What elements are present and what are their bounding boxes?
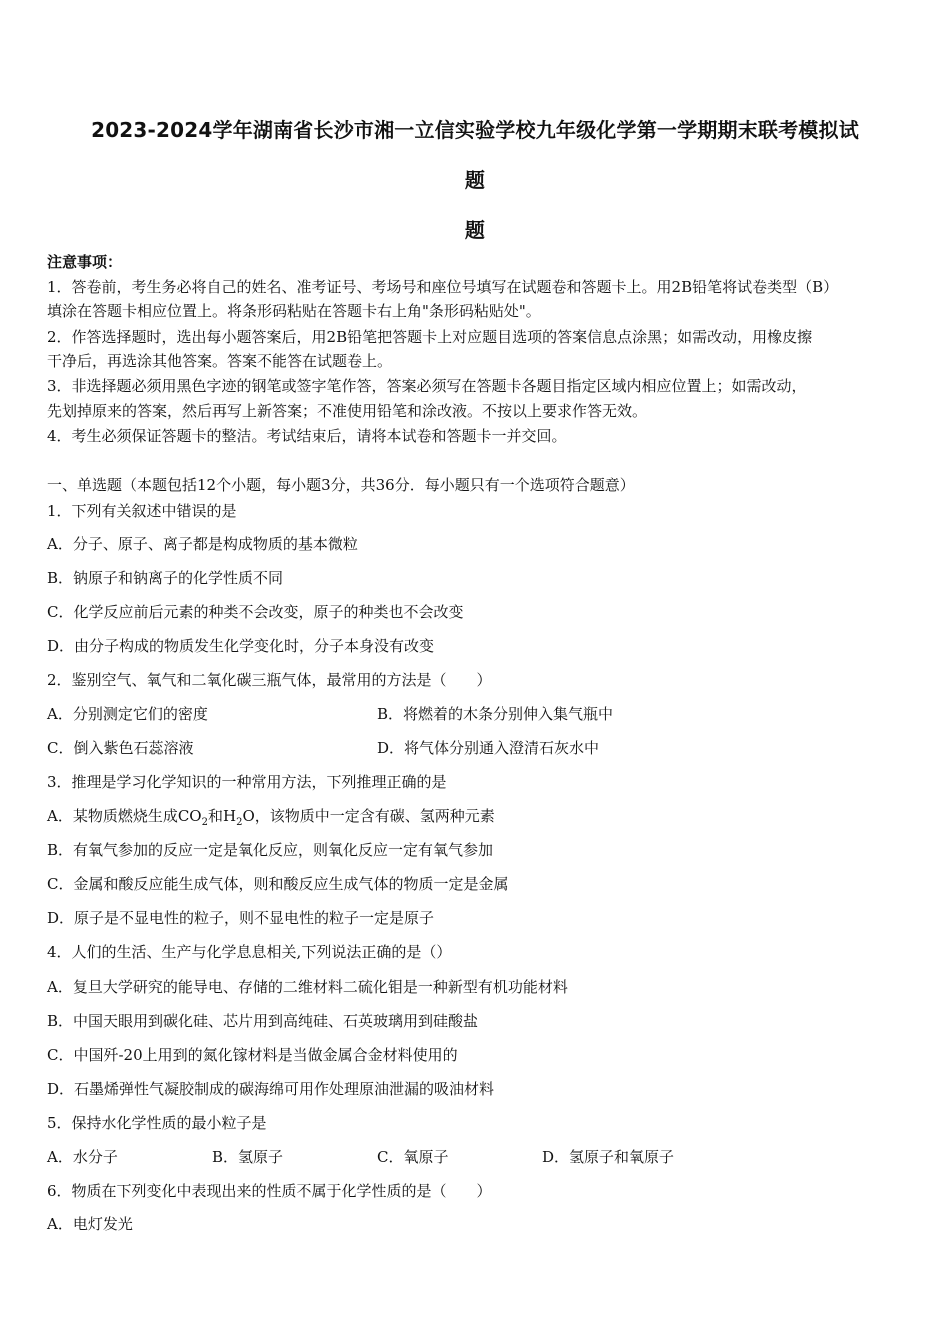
notice-line: 干净后，再选涂其他答案。答案不能答在试题卷上。 bbox=[47, 352, 393, 370]
exam-title-line-3: 题 bbox=[464, 218, 486, 242]
notice-line: 先划掉原来的答案，然后再写上新答案；不准使用铅笔和涂改液。不按以上要求作答无效。 bbox=[47, 402, 648, 420]
option-text: A．某物质燃烧生成CO bbox=[47, 807, 202, 825]
notice-line: 填涂在答题卡相应位置上。将条形码粘贴在答题卡右上角"条形码粘贴处"。 bbox=[47, 302, 541, 320]
notice-line: 2．作答选择题时，选出每小题答案后，用2B铅笔把答题卡上对应题目选项的答案信息点涂黑；如需改动，用橡皮擦 bbox=[47, 328, 813, 346]
exam-title-line-2: 题 bbox=[464, 168, 486, 192]
question-6-option-a: A．电灯发光 bbox=[47, 1215, 133, 1233]
question-5-option-d: D．氢原子和氧原子 bbox=[542, 1148, 675, 1166]
question-2-stem: 2．鉴别空气、氧气和二氧化碳三瓶气体，最常用的方法是（ ） bbox=[47, 671, 492, 689]
question-2-option-d: D．将气体分别通入澄清石灰水中 bbox=[377, 739, 600, 757]
question-1-stem: 1．下列有关叙述中错误的是 bbox=[47, 502, 237, 520]
notice-heading: 注意事项： bbox=[47, 253, 123, 271]
question-3-option-d: D．原子是不显电性的粒子，则不显电性的粒子一定是原子 bbox=[47, 909, 435, 927]
question-3-option-b: B．有氧气参加的反应一定是氧化反应，则氧化反应一定有氧气参加 bbox=[47, 841, 494, 859]
question-1-option-c: C．化学反应前后元素的种类不会改变，原子的种类也不会改变 bbox=[47, 603, 464, 621]
question-2-option-c: C．倒入紫色石蕊溶液 bbox=[47, 739, 194, 757]
question-3-option-a bbox=[47, 806, 903, 826]
question-2-option-a: A．分别测定它们的密度 bbox=[47, 705, 208, 723]
subscript: 2 bbox=[201, 817, 208, 828]
question-5-option-a: A．水分子 bbox=[47, 1148, 118, 1166]
question-4-option-a: A．复旦大学研究的能导电、存储的二维材料二硫化钼是一种新型有机功能材料 bbox=[47, 978, 568, 996]
question-4-option-b: B．中国天眼用到碳化硅、芯片用到高纯硅、石英玻璃用到硅酸盐 bbox=[47, 1012, 479, 1030]
question-4-stem: 4．人们的生活、生产与化学息息相关,下列说法正确的是（） bbox=[47, 943, 452, 961]
question-3-option-c: C．金属和酸反应能生成气体，则和酸反应生成气体的物质一定是金属 bbox=[47, 875, 509, 893]
question-4-option-c: C．中国歼-20上用到的氮化镓材料是当做金属合金材料使用的 bbox=[47, 1046, 458, 1064]
question-1-option-a: A．分子、原子、离子都是构成物质的基本微粒 bbox=[47, 535, 358, 553]
question-5-option-b: B．氢原子 bbox=[212, 1148, 284, 1166]
question-3-stem: 3．推理是学习化学知识的一种常用方法，下列推理正确的是 bbox=[47, 773, 447, 791]
exam-title-line-1: 2023-2024学年湖南省长沙市湘一立信实验学校九年级化学第一学期期末联考模拟试 bbox=[91, 118, 859, 142]
question-6-stem: 6．物质在下列变化中表现出来的性质不属于化学性质的是（ ） bbox=[47, 1182, 492, 1200]
question-1-option-d: D．由分子构成的物质发生化学变化时，分子本身没有改变 bbox=[47, 637, 435, 655]
notice-line: 3．非选择题必须用黑色字迹的钢笔或签字笔作答，答案必须写在答题卡各题目指定区域内相应位置上；如需改动， bbox=[47, 377, 807, 395]
question-4-option-d: D．石墨烯弹性气凝胶制成的碳海绵可用作处理原油泄漏的吸油材料 bbox=[47, 1080, 495, 1098]
question-1-option-b: B．钠原子和钠离子的化学性质不同 bbox=[47, 569, 284, 587]
question-2-option-b: B．将燃着的木条分别伸入集气瓶中 bbox=[377, 705, 614, 723]
notice-line: 1．答卷前，考生务必将自己的姓名、准考证号、考场号和座位号填写在试题卷和答题卡上。用2B铅笔将试卷类型（B） bbox=[47, 278, 839, 296]
question-5-stem: 5．保持水化学性质的最小粒子是 bbox=[47, 1114, 267, 1132]
section-heading: 一、单选题（本题包括12个小题，每小题3分，共36分．每小题只有一个选项符合题意） bbox=[47, 476, 635, 494]
option-text: 和H bbox=[207, 807, 237, 825]
option-text: O，该物质中一定含有碳、氢两种元素 bbox=[242, 807, 495, 825]
notice-line: 4．考生必须保证答题卡的整洁。考试结束后，请将本试卷和答题卡一并交回。 bbox=[47, 427, 567, 445]
subscript: 2 bbox=[236, 817, 243, 828]
question-5-option-c: C．氧原子 bbox=[377, 1148, 449, 1166]
